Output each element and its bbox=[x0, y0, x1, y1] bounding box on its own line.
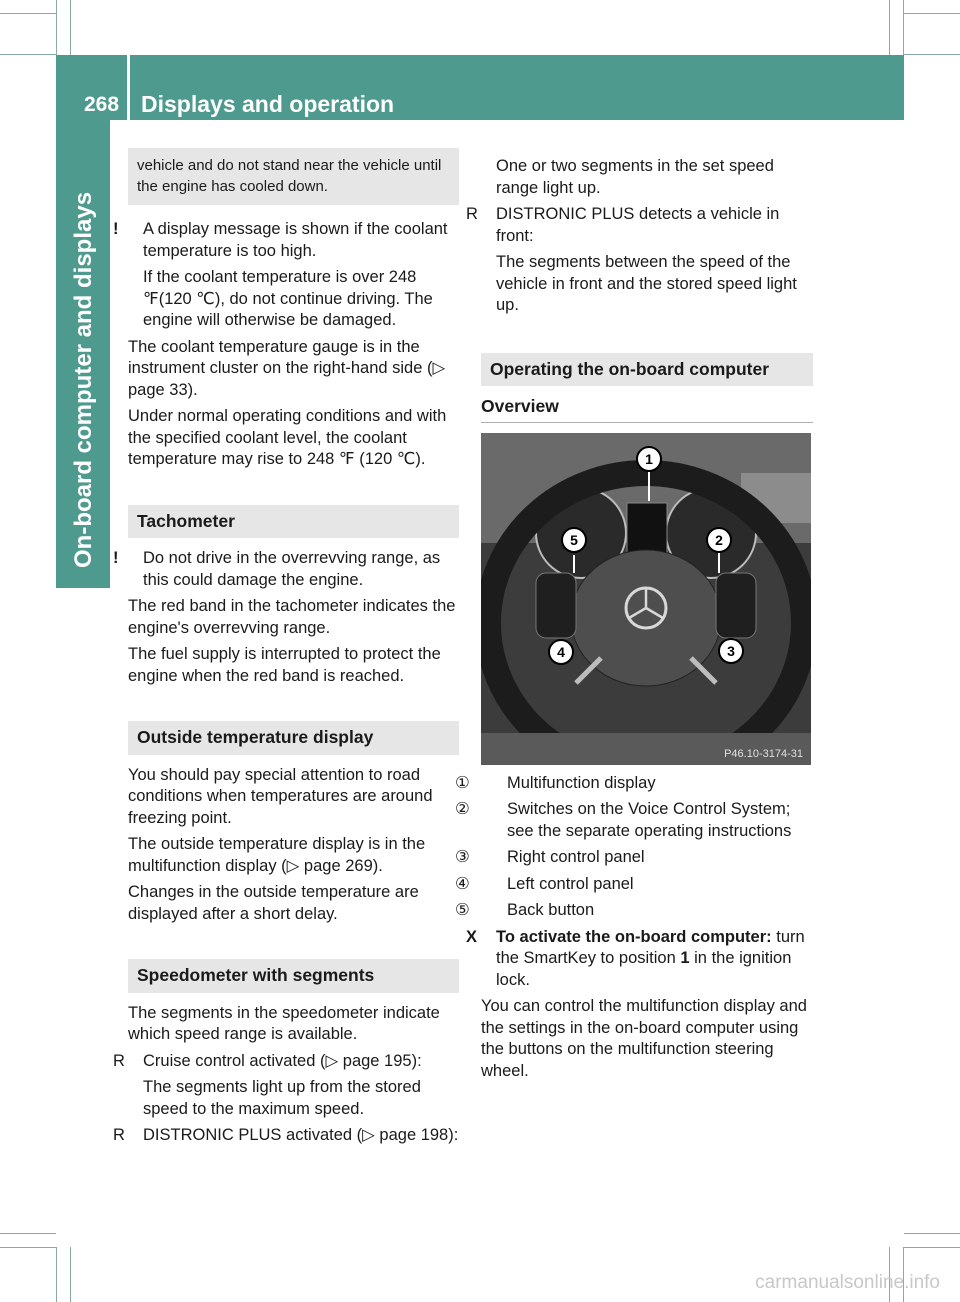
warning-mark-icon: ! bbox=[113, 220, 119, 238]
callout-number: ⑤ bbox=[455, 901, 470, 919]
crop-mark bbox=[889, 0, 890, 55]
outside-temp-heading: Outside temperature display bbox=[128, 721, 459, 755]
right-control-panel-shape bbox=[716, 573, 756, 638]
callout-item bbox=[455, 773, 813, 795]
bullet-item bbox=[113, 1125, 459, 1147]
callout-label: 1 bbox=[645, 450, 653, 467]
outside-temp-paragraph-1: You should pay special attention to road conditions when temperatures are around freezing point. bbox=[128, 765, 433, 827]
crop-mark bbox=[904, 1247, 960, 1248]
right-column bbox=[455, 156, 813, 1087]
callout-item bbox=[455, 900, 813, 922]
tachometer-heading: Tachometer bbox=[128, 505, 459, 539]
callout-text: Left control panel bbox=[507, 874, 634, 893]
crop-mark bbox=[70, 1247, 71, 1302]
key-position: 1 bbox=[680, 949, 690, 967]
callout-text: Right control panel bbox=[507, 848, 645, 866]
outside-temp-paragraph-3: Changes in the outside temperature are displayed after a short delay. bbox=[128, 883, 419, 923]
bullet-detail: The segments between the speed of the vehicle in front and the stored speed light up. bbox=[496, 253, 797, 314]
callout-item bbox=[455, 847, 813, 869]
bullet-text: Cruise control activated (▷ page 195): bbox=[143, 1051, 422, 1070]
crop-mark bbox=[70, 0, 71, 55]
crop-mark bbox=[0, 54, 56, 55]
fuel-supply-paragraph: The fuel supply is interrupted to protect the engine when the red band is reached. bbox=[128, 645, 441, 685]
callout-item bbox=[455, 874, 813, 896]
callout-text: Switches on the Voice Control System; see the separate operating instructions bbox=[507, 800, 792, 840]
obc-heading: Operating the on-board computer bbox=[481, 353, 813, 387]
coolant-warning bbox=[113, 219, 459, 262]
final-paragraph: You can control the multifunction display and the settings in the on-board computer using the buttons on the multifunction steering wheel. bbox=[481, 997, 807, 1080]
coolant-warning-text: A display message is shown if the coolant temperature is too high. bbox=[143, 220, 448, 260]
warning-box: vehicle and do not stand near the vehicle until the engine has cooled down. bbox=[128, 148, 459, 205]
segments-paragraph: One or two segments in the set speed range light up. bbox=[496, 157, 774, 197]
left-column bbox=[113, 148, 459, 1152]
action-bold: To activate the on-board computer: bbox=[496, 927, 772, 946]
callout-label: 4 bbox=[557, 643, 565, 660]
warning-mark-icon: ! bbox=[113, 549, 119, 567]
header-divider bbox=[127, 55, 130, 120]
crop-mark bbox=[56, 0, 57, 55]
action-arrow-icon: X bbox=[466, 927, 478, 946]
callout-text: Back button bbox=[507, 901, 595, 919]
page-number: 268 bbox=[84, 93, 120, 116]
crop-mark bbox=[0, 13, 56, 14]
bullet-detail: The segments light up from the stored speed to the maximum speed. bbox=[143, 1078, 421, 1118]
coolant-gauge-paragraph: The coolant temperature gauge is in the instrument cluster on the right-hand side (▷ page 33). bbox=[128, 337, 446, 399]
callout-label: 3 bbox=[727, 642, 735, 659]
coolant-warning-detail: If the coolant temperature is over 248 ℉(120 ℃), do not continue driving. The engine will otherwise be damaged. bbox=[143, 268, 433, 329]
bullet-text: DISTRONIC PLUS activated (▷ page 198): bbox=[143, 1126, 459, 1144]
callout-number: ① bbox=[455, 773, 470, 792]
speedometer-heading: Speedometer with segments bbox=[128, 959, 459, 993]
crop-mark bbox=[0, 1233, 56, 1234]
coolant-normal-paragraph: Under normal operating conditions and with the specified coolant level, the coolant temperature may rise to 248 ℉ (120 ℃). bbox=[128, 407, 447, 468]
outside-temp-paragraph-2: The outside temperature display is in the multifunction display (▷ page 269). bbox=[128, 835, 426, 875]
action-text: turn the SmartKey to position bbox=[496, 927, 805, 967]
crop-mark bbox=[56, 1247, 57, 1302]
image-code: P46.10-3174-31 bbox=[724, 747, 803, 760]
speedometer-paragraph: The segments in the speedometer indicate which speed range is available. bbox=[128, 1003, 440, 1043]
bullet-icon: R bbox=[466, 205, 478, 223]
side-tab-label: On-board computer and displays bbox=[70, 191, 97, 568]
watermark: carmanualsonline.info bbox=[755, 1272, 940, 1293]
callout-number: ③ bbox=[455, 848, 470, 866]
callout-item bbox=[455, 799, 813, 842]
action-step bbox=[466, 927, 813, 992]
bullet-item bbox=[466, 204, 813, 247]
callout-label: 2 bbox=[715, 531, 723, 548]
callout-number: ④ bbox=[455, 874, 470, 893]
callout-number: ② bbox=[455, 800, 470, 818]
overview-heading: Overview bbox=[481, 396, 813, 423]
left-control-panel-shape bbox=[536, 573, 576, 638]
crop-mark bbox=[903, 0, 904, 55]
crop-mark bbox=[904, 54, 960, 55]
tachometer-warning bbox=[113, 548, 459, 591]
page-title: Displays and operation bbox=[141, 91, 395, 117]
tachometer-paragraph: The red band in the tachometer indicates the engine's overrevving range. bbox=[128, 597, 456, 637]
crop-mark bbox=[904, 13, 960, 14]
bullet-icon: R bbox=[113, 1126, 125, 1144]
crop-mark bbox=[904, 1233, 960, 1234]
tachometer-warning-text: Do not drive in the overrevving range, as this could damage the engine. bbox=[143, 549, 441, 589]
callout-label: 5 bbox=[570, 531, 578, 548]
bullet-text: DISTRONIC PLUS detects a vehicle in front: bbox=[496, 205, 780, 245]
callout-text: Multifunction display bbox=[507, 773, 656, 792]
bullet-item bbox=[113, 1051, 459, 1073]
action-text: in the ignition lock. bbox=[496, 949, 792, 989]
crop-mark bbox=[0, 1247, 56, 1248]
bullet-icon: R bbox=[113, 1051, 125, 1070]
steering-wheel-figure bbox=[481, 433, 811, 765]
